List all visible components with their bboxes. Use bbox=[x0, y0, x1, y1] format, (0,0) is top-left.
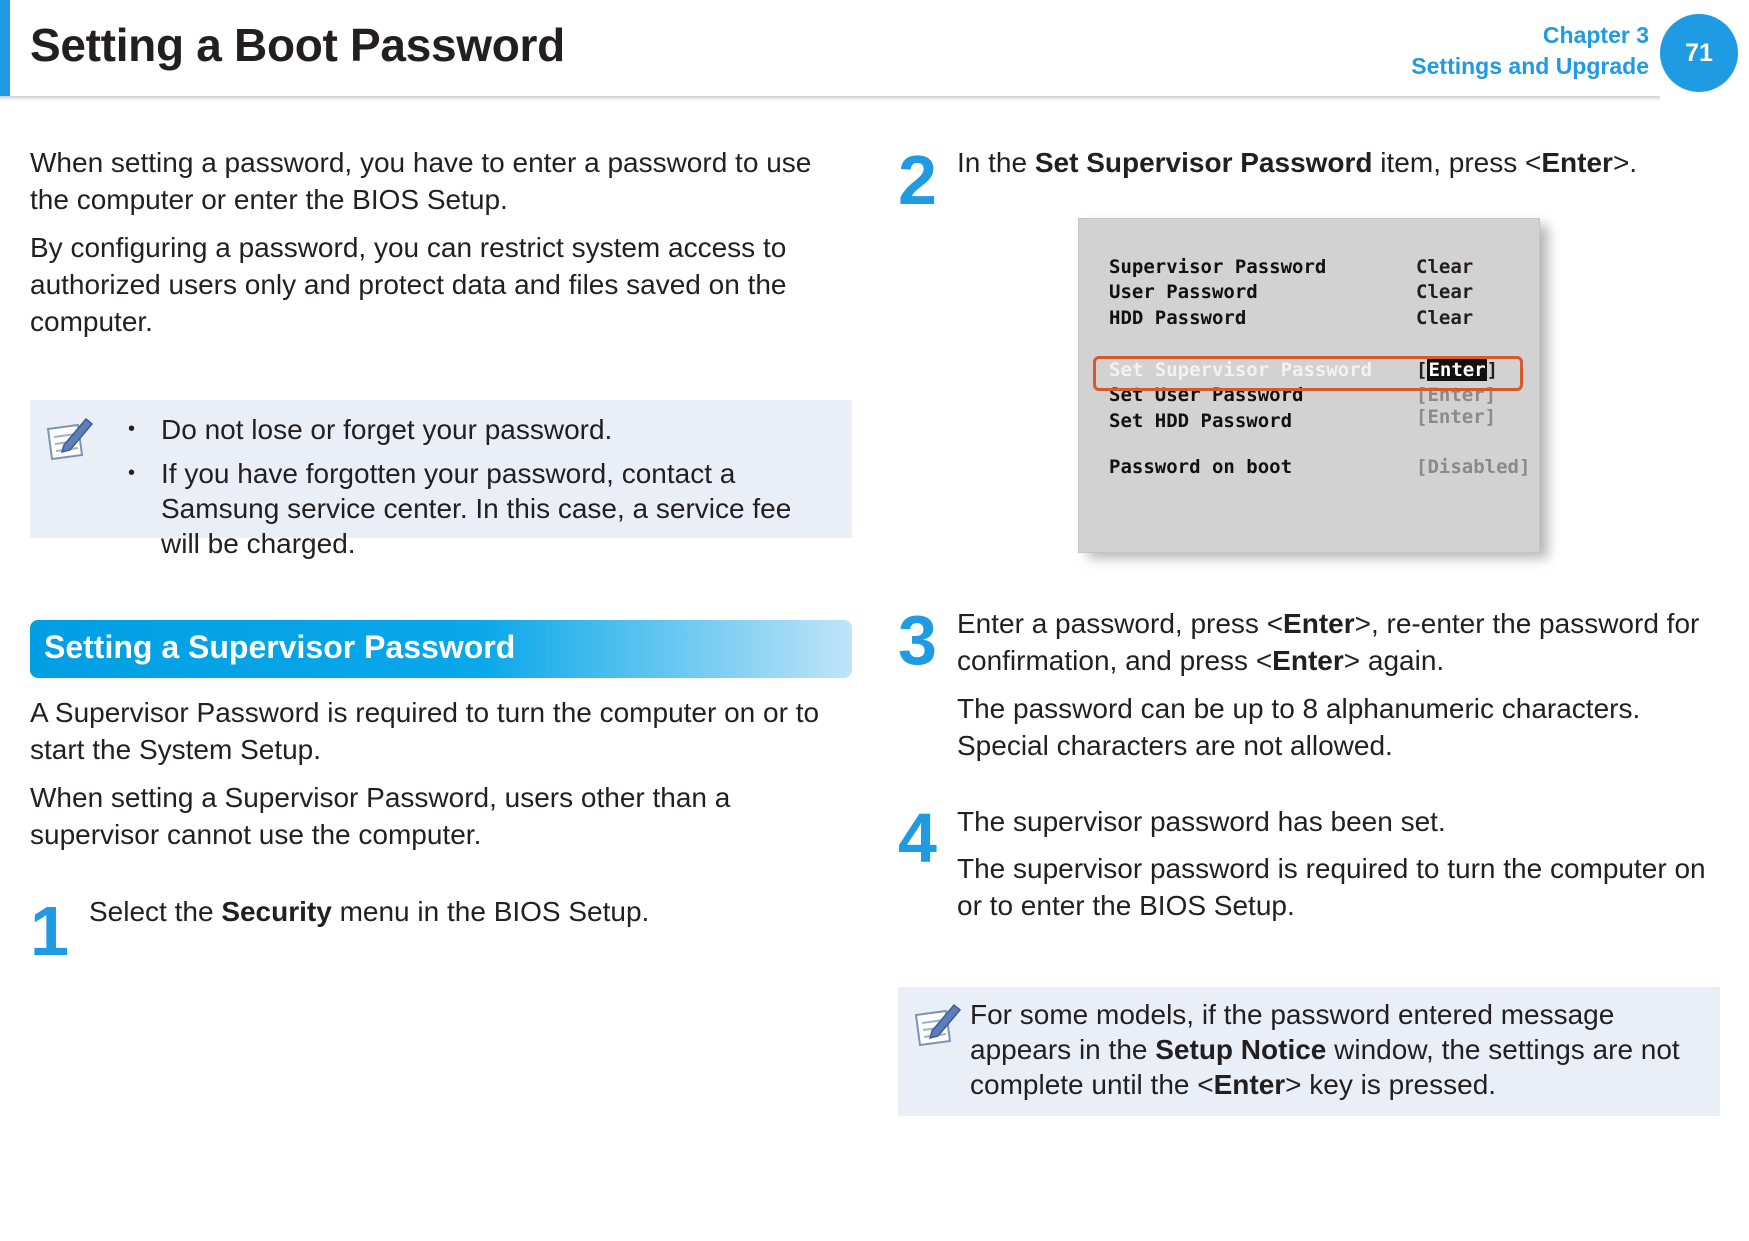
header-divider bbox=[0, 96, 1660, 102]
section-heading-bar bbox=[30, 620, 852, 678]
supervisor-paragraph-2: When setting a Supervisor Password, users other than a supervisor cannot use the computer. bbox=[30, 782, 731, 850]
supervisor-paragraph-1: A Supervisor Password is required to turn the computer on or to start the System Setup. bbox=[30, 697, 820, 765]
intro-paragraph-1: When setting a password, you have to enter a password to use the computer or enter the BIOS Setup. bbox=[30, 147, 812, 215]
section-heading: Setting a Supervisor Password bbox=[44, 629, 516, 665]
step-4-text: The supervisor password has been set. bbox=[957, 806, 1446, 837]
step-number-4: 4 bbox=[898, 799, 937, 877]
step-number-3: 3 bbox=[898, 601, 937, 679]
bios-row-value: [Disabled] bbox=[1416, 456, 1531, 478]
bios-screenshot bbox=[1078, 218, 1540, 553]
bios-row-label: HDD Password bbox=[1109, 307, 1247, 329]
step-number-2: 2 bbox=[898, 141, 937, 219]
bios-row-value: Clear bbox=[1416, 256, 1474, 278]
page-number-badge: 71 bbox=[1660, 14, 1738, 92]
bios-row-label: Set User Password bbox=[1109, 384, 1304, 406]
bios-row-value: Clear bbox=[1416, 281, 1474, 303]
header-accent-bar bbox=[0, 0, 10, 96]
note-pencil-icon bbox=[42, 415, 94, 461]
bios-row-value-selected: [Enter] bbox=[1416, 359, 1499, 381]
note-box-password bbox=[30, 400, 852, 559]
page-title: Setting a Boot Password bbox=[30, 19, 565, 71]
chapter-number: Chapter 3 bbox=[1542, 22, 1649, 48]
bios-row-label: Set HDD Password bbox=[1109, 410, 1293, 432]
step-2-text: In the Set Supervisor Password item, press <Enter>. bbox=[957, 147, 1638, 178]
bios-row-value: [Enter] bbox=[1416, 406, 1497, 428]
step-3-detail: The password can be up to 8 alphanumeric characters. Special characters are not allowed. bbox=[957, 693, 1641, 761]
note-pencil-icon bbox=[910, 1001, 962, 1047]
step-1-text: Select the Security menu in the BIOS Setup. bbox=[89, 896, 650, 927]
bios-row-label: User Password bbox=[1109, 281, 1258, 303]
note-bullet-list bbox=[128, 412, 828, 570]
step-number-1: 1 bbox=[30, 892, 69, 970]
intro-paragraph-2: By configuring a password, you can restrict system access to authorized users only and protect data and files saved on the computer. bbox=[30, 232, 787, 337]
bios-row-label-selected: Set Supervisor Password bbox=[1109, 359, 1373, 381]
step-4-detail: The supervisor password is required to turn the computer on or to enter the BIOS Setup. bbox=[957, 853, 1706, 921]
bios-row-value: [Enter] bbox=[1416, 384, 1497, 406]
chapter-label bbox=[1411, 20, 1649, 82]
note-bullet-item: • If you have forgotten your password, contact a Samsung service center. In this case, a service fee will be charged. bbox=[128, 456, 828, 561]
step-3-text: Enter a password, press <Enter>, re-enter the password for confirmation, and press <Enter> again. bbox=[957, 608, 1700, 676]
bios-row-label: Password on boot bbox=[1109, 456, 1293, 478]
bios-highlight-box bbox=[1093, 356, 1523, 391]
note-bullet-item: • Do not lose or forget your password. bbox=[128, 412, 828, 447]
bios-row-value: Clear bbox=[1416, 307, 1474, 329]
note-box-setup-notice bbox=[898, 987, 1720, 1116]
chapter-name: Settings and Upgrade bbox=[1411, 53, 1649, 79]
note-setup-notice-text: For some models, if the password entered message appears in the Setup Notice window, the settings are not complete until the <Enter> key is pressed. bbox=[970, 999, 1680, 1100]
bios-row-label: Supervisor Password bbox=[1109, 256, 1327, 278]
